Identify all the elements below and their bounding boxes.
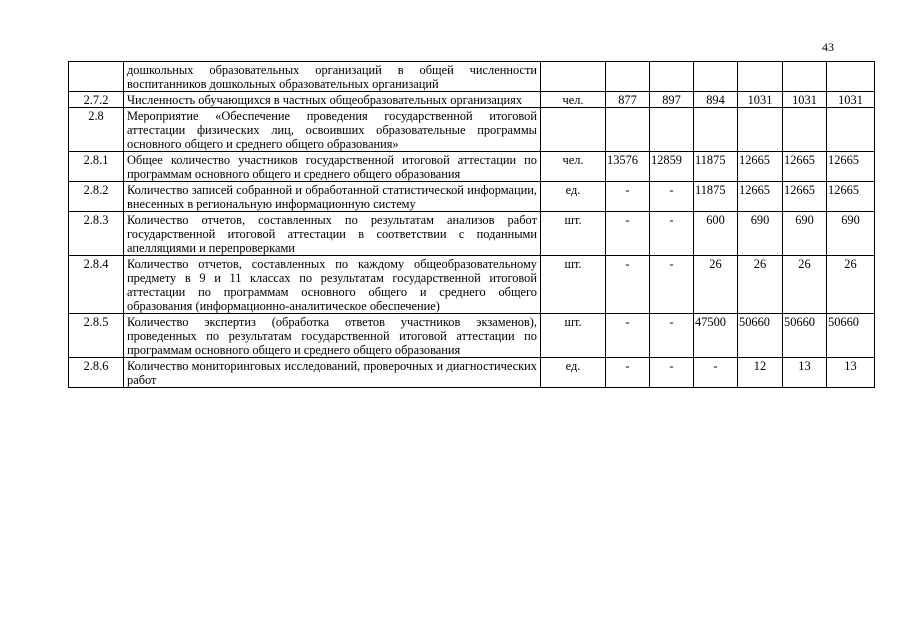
value-cell: 13576 <box>606 152 650 182</box>
value-cell <box>827 108 875 152</box>
value-cell: - <box>606 182 650 212</box>
value-cell: 690 <box>783 212 827 256</box>
table-row <box>69 62 875 92</box>
value-cell: 894 <box>694 92 738 108</box>
value-cell: 11875 <box>694 182 738 212</box>
indicator-name: Количество экспертиз (обработка ответов участников экзаменов), проведенных по результатам государственной итоговой аттестации по программам основного общего и среднего общего образования <box>124 314 541 358</box>
unit-cell: шт. <box>541 314 606 358</box>
row-number: 2.8.6 <box>69 358 124 388</box>
value-cell <box>650 108 694 152</box>
unit-cell: чел. <box>541 92 606 108</box>
value-cell <box>694 62 738 92</box>
value-cell <box>738 62 783 92</box>
value-cell: 47500 <box>694 314 738 358</box>
value-cell: 12665 <box>783 152 827 182</box>
indicator-name: Количество записей собранной и обработанной статистической информации, внесенных в региональную информационную систему <box>124 182 541 212</box>
table-row <box>69 92 875 108</box>
value-cell <box>694 108 738 152</box>
value-cell: 50660 <box>827 314 875 358</box>
value-cell <box>606 108 650 152</box>
value-cell: 26 <box>827 256 875 314</box>
value-cell: 50660 <box>783 314 827 358</box>
table-row <box>69 152 875 182</box>
value-cell: - <box>606 256 650 314</box>
indicator-name: Количество мониторинговых исследований, проверочных и диагностических работ <box>124 358 541 388</box>
value-cell <box>827 62 875 92</box>
row-number <box>69 62 124 92</box>
value-cell: - <box>606 314 650 358</box>
value-cell: 12665 <box>738 152 783 182</box>
value-cell <box>783 108 827 152</box>
value-cell: 26 <box>783 256 827 314</box>
indicator-name: Общее количество участников государственной итоговой аттестации по программам основного общего и среднего общего образования <box>124 152 541 182</box>
row-number: 2.8.5 <box>69 314 124 358</box>
unit-cell: шт. <box>541 256 606 314</box>
value-cell: - <box>694 358 738 388</box>
table-row <box>69 314 875 358</box>
value-cell <box>606 62 650 92</box>
value-cell: 26 <box>738 256 783 314</box>
value-cell: 690 <box>827 212 875 256</box>
row-number: 2.8.2 <box>69 182 124 212</box>
page-number: 43 <box>822 40 834 54</box>
value-cell: 13 <box>783 358 827 388</box>
indicator-name: Мероприятие «Обеспечение проведения государственной итоговой аттестации физических лиц, освоивших образовательные программы основного общего и среднего общего образования» <box>124 108 541 152</box>
table-row <box>69 182 875 212</box>
row-number: 2.7.2 <box>69 92 124 108</box>
value-cell: 877 <box>606 92 650 108</box>
value-cell: 1031 <box>827 92 875 108</box>
table-row <box>69 358 875 388</box>
value-cell: - <box>606 358 650 388</box>
value-cell: - <box>650 212 694 256</box>
value-cell: 11875 <box>694 152 738 182</box>
row-number: 2.8.3 <box>69 212 124 256</box>
value-cell: - <box>650 358 694 388</box>
value-cell: 50660 <box>738 314 783 358</box>
indicator-name: Количество отчетов, составленных по результатам анализов работ государственной итоговой аттестации в соответствии с поданными апелляциями и перепроверками <box>124 212 541 256</box>
value-cell: 12665 <box>783 182 827 212</box>
value-cell: 12 <box>738 358 783 388</box>
value-cell: 690 <box>738 212 783 256</box>
value-cell: 1031 <box>738 92 783 108</box>
table-body <box>69 62 875 388</box>
value-cell: - <box>650 256 694 314</box>
value-cell: 26 <box>694 256 738 314</box>
value-cell: 12665 <box>738 182 783 212</box>
value-cell: 12665 <box>827 182 875 212</box>
value-cell: 600 <box>694 212 738 256</box>
indicator-name: Количество отчетов, составленных по каждому общеобразовательному предмету в 9 и 11 классах по результатам государственной итоговой аттестации по программам основного общего и среднего общего образования (информационно-аналитическое обеспечение) <box>124 256 541 314</box>
unit-cell: ед. <box>541 182 606 212</box>
unit-cell <box>541 108 606 152</box>
unit-cell: ед. <box>541 358 606 388</box>
row-number: 2.8.1 <box>69 152 124 182</box>
table-row <box>69 212 875 256</box>
value-cell <box>738 108 783 152</box>
value-cell: - <box>606 212 650 256</box>
indicators-table <box>68 61 875 388</box>
value-cell: 12665 <box>827 152 875 182</box>
value-cell: - <box>650 314 694 358</box>
value-cell <box>650 62 694 92</box>
row-number: 2.8.4 <box>69 256 124 314</box>
indicator-name: Численность обучающихся в частных общеобразовательных организациях <box>124 92 541 108</box>
value-cell: - <box>650 182 694 212</box>
value-cell: 1031 <box>783 92 827 108</box>
table-row <box>69 256 875 314</box>
table-row <box>69 108 875 152</box>
value-cell: 12859 <box>650 152 694 182</box>
unit-cell: чел. <box>541 152 606 182</box>
value-cell <box>783 62 827 92</box>
unit-cell: шт. <box>541 212 606 256</box>
indicator-name: дошкольных образовательных организаций в общей численности воспитанников дошкольных образовательных организаций <box>124 62 541 92</box>
value-cell: 13 <box>827 358 875 388</box>
value-cell: 897 <box>650 92 694 108</box>
unit-cell <box>541 62 606 92</box>
row-number: 2.8 <box>69 108 124 152</box>
